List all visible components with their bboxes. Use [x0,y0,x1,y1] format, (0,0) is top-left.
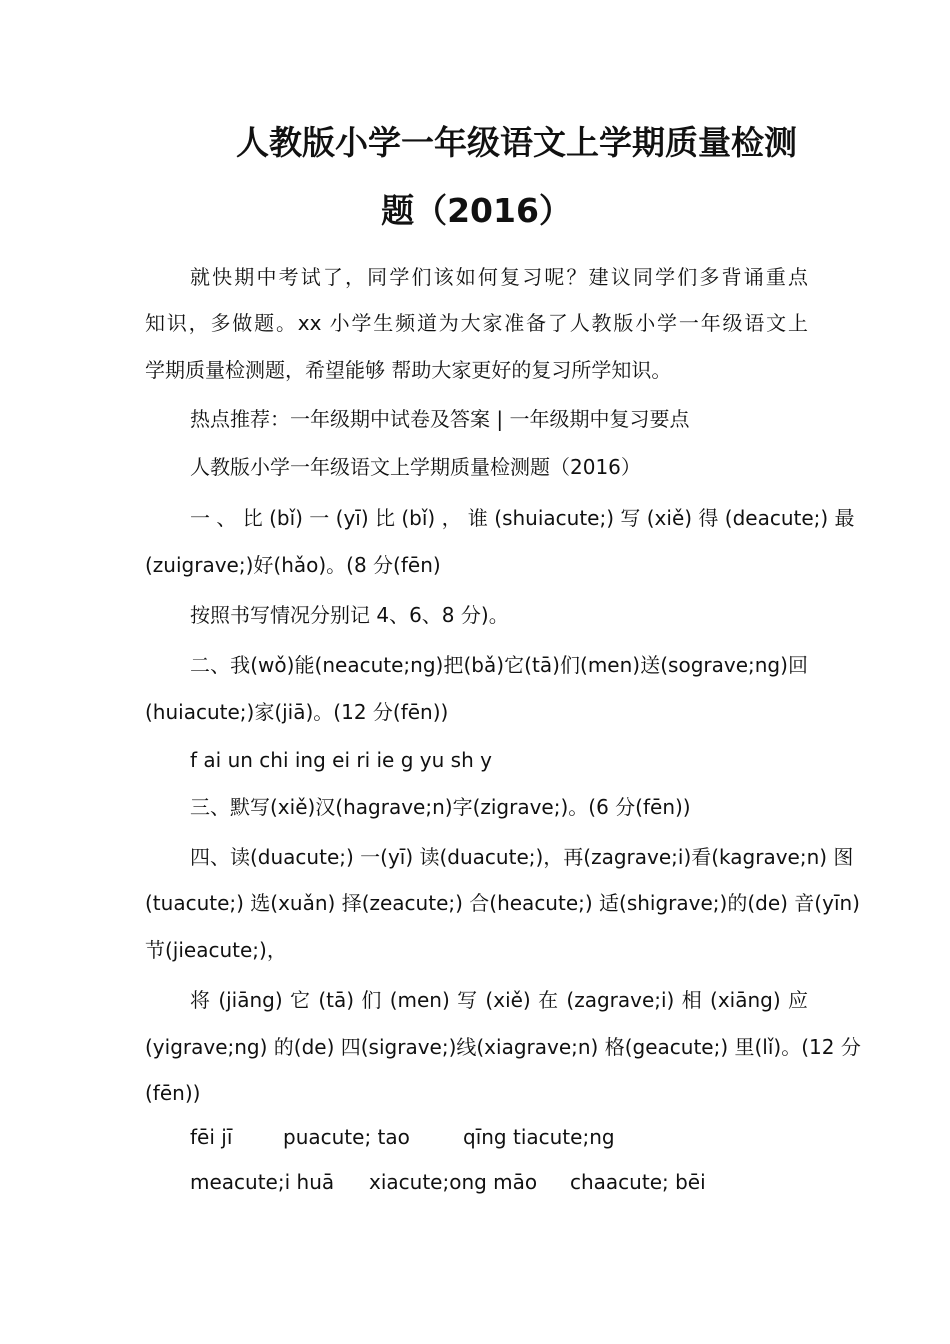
question-4-line-3: 节(jieacute;)， [145,938,287,962]
question-4b-line-2: (yigrave;ng) 的(de) 四(sigrave;)线(xiagrave;n) 格(geacute;) 里(lǐ)。(12 分 [145,1035,861,1059]
question-4-line-1: 四、读(duacute;) 一(yī) 读(duacute;)，再(zagrave;i)看(kagrave;n) 图 [190,845,854,869]
word-pinyin: puacute; tao [283,1125,410,1149]
question-4-line-2: (tuacute;) 选(xuǎn) 择(zeacute;) 合(heacute;) 适(shigrave;)的(de) 音(yīn) [145,891,860,915]
word-pinyin: qīng tiacute;ng [463,1125,615,1149]
document-title-line-2: 题（2016） [381,191,572,230]
question-3: 三、默写(xiě)汉(hagrave;n)字(zigrave;)。(6 分(fēn)) [190,795,691,819]
intro-line-1: 就快期中考试了，同学们该如何复习呢？建议同学们多背诵重点 [190,265,808,289]
question-4b-line-1: 将 (jiāng) 它 (tā) 们 (men) 写 (xiě) 在 (zagrave;i) 相 (xiāng) 应 [190,988,808,1012]
word-pinyin: meacute;i huā [190,1170,335,1194]
question-2-letters: f ai un chi ing ei ri ie g yu sh y [190,748,492,772]
recommend-line: 热点推荐：一年级期中试卷及答案 | 一年级期中复习要点 [190,407,690,431]
question-2-line-1: 二、我(wǒ)能(neacute;ng)把(bǎ)它(tā)们(men)送(sograve;ng)回 [190,653,808,677]
question-4b-line-3: (fēn)) [145,1081,201,1105]
document-title-line-1: 人教版小学一年级语文上学期质量检测 [236,123,797,162]
word-pinyin: xiacute;ong māo [369,1170,538,1194]
question-1-note: 按照书写情况分别记 4、6、8 分)。 [190,603,509,627]
question-1-line-2: (zuigrave;)好(hǎo)。(8 分(fēn) [145,553,441,577]
intro-line-3: 学期质量检测题，希望能够 帮助大家更好的复习所学知识。 [145,358,672,382]
word-pinyin: fēi jī [190,1125,233,1149]
intro-line-2: 知识，多做题。xx 小学生频道为大家准备了人教版小学一年级语文上 [145,311,808,335]
question-2-line-2: (huiacute;)家(jiā)。(12 分(fēn)) [145,700,449,724]
section-subtitle: 人教版小学一年级语文上学期质量检测题（2016） [190,455,641,479]
word-pinyin: chaacute; bēi [570,1170,706,1194]
question-1-line-1: 一 、 比 (bǐ) 一 (yī) 比 (bǐ) ， 谁 (shuiacute;) 写 (xiě) 得 (deacute;) 最 [190,506,855,530]
